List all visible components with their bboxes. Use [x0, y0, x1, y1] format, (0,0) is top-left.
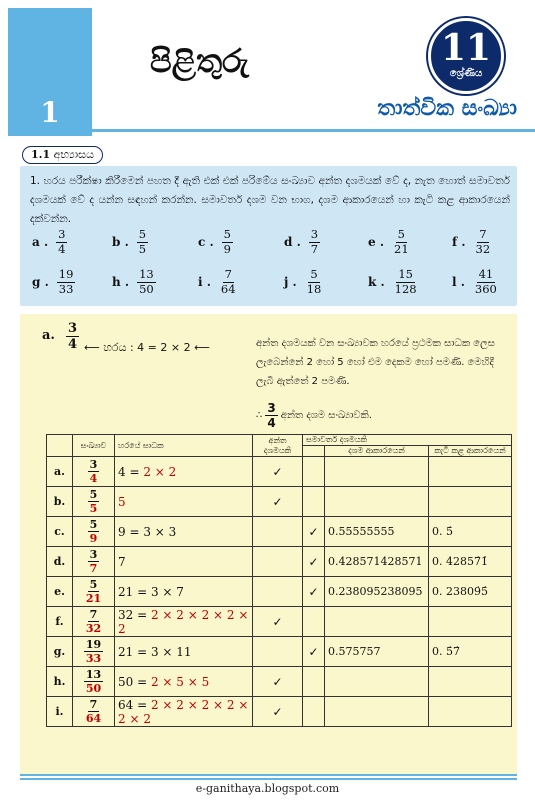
denominator: 21 [394, 241, 409, 256]
recurring-check: ✓ [303, 547, 325, 577]
row-fraction [88, 489, 100, 514]
numerator: 13 [139, 267, 154, 281]
table-row [47, 577, 512, 607]
row-factors [115, 487, 253, 517]
question-item-label: f . [452, 235, 466, 249]
question-item-fraction [473, 269, 499, 295]
header-recurring: සමාවර්ත දශමයකි [303, 435, 512, 446]
recurring-form [429, 457, 512, 487]
factor-plain: 21 = 3 × 11 [118, 644, 192, 659]
denominator: 5 [89, 502, 98, 515]
row-fraction [84, 579, 103, 604]
question-item-label: d . [284, 235, 301, 249]
question-item-fraction [305, 269, 324, 295]
row-factors [115, 457, 253, 487]
denominator: 33 [85, 652, 102, 665]
row-label: g. [47, 637, 73, 667]
recurring-form: 0. 42857̇1̇ [429, 547, 512, 577]
row-label: d. [47, 547, 73, 577]
answer-factor-note: ⟵ හරය : 4 = 2 × 2 ⟵ [84, 341, 210, 354]
row-number [73, 487, 115, 517]
numerator: 3 [310, 227, 319, 241]
recurring-check [303, 607, 325, 637]
recurring-form [429, 697, 512, 727]
numerator: 3 [89, 548, 98, 561]
question-item-fraction [309, 229, 320, 255]
question-item-fraction [474, 229, 493, 255]
conclusion-numerator: 3 [267, 401, 276, 415]
terminating-check: ✓ [253, 607, 303, 637]
question-item-label: b . [112, 235, 129, 249]
decimal-form [325, 697, 429, 727]
factor-plain: 64 = [118, 697, 151, 712]
chapter-subtitle: තාත්වික සංඛ්‍යා [377, 96, 517, 121]
row-fraction [84, 669, 103, 694]
denominator: 32 [475, 241, 491, 256]
table-row [47, 487, 512, 517]
table-row [47, 667, 512, 697]
row-fraction [88, 459, 100, 484]
row-number [73, 457, 115, 487]
question-text: 1. හරය පරීක්ෂා කිරීමෙන් පහත දී ඇති එක් එක් පරිමේය සංඛ්‍යාව අන්ත දශමයක් වේ ද, නැත හොත් සමාවර්ත දශමයක් වේ ද යන්න සඳහන් කරන්න. සමාවර්ත දශම වන භාග, දශම ආකාරයෙන් හා කැටි කළ ආකාරයෙන් දක්වන්න. [30, 175, 510, 225]
question-item-label: k . [368, 275, 385, 289]
factor-plain: 21 = 3 × 7 [118, 584, 184, 599]
result-table [46, 434, 512, 727]
exercise-number: 1.1 [31, 148, 51, 161]
numerator: 13 [85, 668, 102, 681]
recurring-check: ✓ [303, 637, 325, 667]
terminating-check [253, 517, 303, 547]
header-terminating: අන්ත දශමයකි [253, 435, 303, 457]
numerator: 41 [478, 267, 494, 281]
header-recurring-form: කැටි කළ ආකාරයෙන් [429, 446, 512, 457]
table-row [47, 517, 512, 547]
row-number [73, 637, 115, 667]
row-factors [115, 637, 253, 667]
numerator: 5 [138, 227, 147, 241]
row-label: e. [47, 577, 73, 607]
row-number [73, 577, 115, 607]
question-item-label: a . [32, 235, 49, 249]
answer-box [20, 314, 517, 774]
row-factors [115, 547, 253, 577]
decimal-form [325, 457, 429, 487]
denominator: 64 [220, 281, 236, 296]
numerator: 3 [58, 227, 66, 241]
recurring-check [303, 457, 325, 487]
terminating-check: ✓ [253, 697, 303, 727]
decimal-form [325, 607, 429, 637]
exercise-word: අභ්‍යාසය [53, 148, 94, 161]
answer-conclusion [256, 402, 372, 429]
decimal-form [325, 487, 429, 517]
numerator: 7 [224, 267, 232, 281]
recurring-check [303, 667, 325, 697]
recurring-form [429, 487, 512, 517]
question-item [284, 229, 320, 255]
subtitle-bar [92, 96, 535, 132]
recurring-check [303, 487, 325, 517]
question-item [452, 229, 492, 255]
denominator: 50 [85, 682, 102, 695]
numerator: 5 [89, 518, 98, 531]
recurring-form: 0. 23809̇5̇ [429, 577, 512, 607]
question-item [452, 269, 499, 295]
answer-fraction [66, 322, 79, 351]
row-number [73, 697, 115, 727]
table-row [47, 457, 512, 487]
chapter-panel [8, 8, 92, 136]
factor-plain: 9 = 3 × 3 [118, 524, 177, 539]
grade-word: ශ්‍රේණිය [449, 68, 483, 79]
numerator: 5 [89, 578, 98, 591]
question-item-fraction [137, 229, 148, 255]
row-label: f. [47, 607, 73, 637]
header-number: සංඛ්‍යාව [73, 435, 115, 457]
factor-red: 2 × 2 [143, 464, 177, 479]
page-title: පිළිතුරු [150, 42, 249, 80]
terminating-check [253, 577, 303, 607]
denominator: 32 [85, 622, 102, 635]
therefore-symbol: ∴ [256, 410, 263, 421]
row-factors [115, 577, 253, 607]
question-item [198, 269, 238, 295]
question-item-fraction [57, 269, 76, 295]
denominator: 7 [310, 241, 319, 256]
numerator: 5 [223, 227, 231, 241]
question-item-fraction [56, 229, 67, 255]
row-fraction [88, 549, 100, 574]
question-item-fraction [137, 269, 156, 295]
row-factors [115, 607, 253, 637]
recurring-check: ✓ [303, 577, 325, 607]
factor-red: 5 [118, 494, 126, 509]
terminating-check: ✓ [253, 667, 303, 697]
row-factors [115, 517, 253, 547]
row-number [73, 667, 115, 697]
numerator: 5 [397, 227, 405, 241]
question-item-label: l . [452, 275, 465, 289]
row-label: h. [47, 667, 73, 697]
question-item-label: i . [198, 275, 211, 289]
question-item-fraction [392, 229, 411, 255]
question-item-fraction [222, 229, 233, 255]
terminating-check [253, 547, 303, 577]
numerator: 5 [310, 267, 318, 281]
numerator: 7 [89, 608, 98, 621]
decimal-form: 0.55555555 [325, 517, 429, 547]
table-row [47, 607, 512, 637]
denominator: 7 [89, 562, 98, 575]
factor-plain: 7 [118, 554, 126, 569]
numerator: 5 [89, 488, 98, 501]
terminating-check [253, 637, 303, 667]
question-item [112, 229, 148, 255]
conclusion-text: අන්ත දශම සංඛ්‍යාවකි. [280, 410, 372, 421]
question-item [284, 269, 323, 295]
decimal-form [325, 667, 429, 697]
decimal-form: 0.238095238095 [325, 577, 429, 607]
factor-plain: 50 = [118, 674, 151, 689]
denominator: 128 [394, 281, 417, 296]
numerator: 19 [85, 638, 102, 651]
recurring-check [303, 697, 325, 727]
question-item-label: e . [368, 235, 384, 249]
numerator: 7 [89, 698, 98, 711]
factor-plain: 32 = [118, 607, 151, 622]
factor-red: 2 × 2 × 2 × 2 × 2 [118, 607, 249, 636]
table-row [47, 637, 512, 667]
row-number [73, 607, 115, 637]
exercise-label [22, 146, 103, 164]
denominator: 4 [89, 472, 98, 485]
header-factors: හරයේ සාධක [115, 435, 253, 457]
decimal-form: 0.575757 [325, 637, 429, 667]
footer-divider [20, 774, 517, 780]
page-header [0, 0, 535, 140]
question-item-label: g . [32, 275, 49, 289]
recurring-form: 0. 5̇ [429, 517, 512, 547]
denominator: 9 [89, 532, 98, 545]
conclusion-fraction [265, 402, 277, 429]
answer-explanation: අන්ත දශමයක් වන සංඛ්‍යාවක හරයේ ප්‍රථමක සාධක ලෙස ලැබෙන්නේ 2 හෝ 5 හෝ එම දෙකම හෝ පමණි. මෙහිදී ලැබී ඇත්තේ 2 පමණි. [256, 338, 495, 387]
row-label: i. [47, 697, 73, 727]
header-decimal-form: දශම ආකාරයෙන් [325, 446, 429, 457]
decimal-form: 0.428571428571 [325, 547, 429, 577]
row-label: c. [47, 517, 73, 547]
answer-numerator: 3 [68, 321, 78, 336]
answer-label: a. [42, 328, 55, 343]
grade-badge [428, 18, 504, 94]
question-box [20, 166, 517, 306]
denominator: 5 [138, 241, 147, 256]
grade-number: 11 [440, 27, 492, 69]
denominator: 9 [223, 241, 231, 256]
denominator: 360 [474, 281, 497, 296]
row-number [73, 517, 115, 547]
recurring-check: ✓ [303, 517, 325, 547]
denominator: 64 [85, 712, 102, 725]
answer-denominator: 4 [68, 337, 78, 352]
question-item-fraction [393, 269, 419, 295]
recurring-form [429, 667, 512, 697]
table-row [47, 547, 512, 577]
row-label: b. [47, 487, 73, 517]
question-item-label: h . [112, 275, 130, 289]
question-item-label: c . [198, 235, 214, 249]
header-blank [47, 435, 73, 457]
footer-link[interactable]: e-ganithaya.blogspot.com [195, 782, 340, 795]
denominator: 50 [139, 281, 154, 296]
question-item-label: j . [284, 275, 297, 289]
question-item [368, 229, 411, 255]
row-factors [115, 667, 253, 697]
table-body [47, 457, 512, 727]
row-fraction [84, 699, 103, 724]
question-item [112, 269, 156, 295]
row-fraction [88, 519, 100, 544]
chapter-number: 1 [40, 96, 60, 129]
header-tick-blank [303, 446, 325, 457]
question-item [198, 229, 233, 255]
question-item [32, 229, 67, 255]
denominator: 33 [58, 281, 74, 296]
recurring-form: 0. 5̇7̇ [429, 637, 512, 667]
row-fraction [84, 609, 103, 634]
recurring-form [429, 607, 512, 637]
conclusion-denominator: 4 [267, 416, 276, 430]
factor-red: 2 × 5 × 5 [150, 674, 210, 689]
row-factors [115, 697, 253, 727]
factor-red: 2 × 2 × 2 × 2 × 2 × 2 [118, 697, 249, 726]
denominator: 4 [58, 241, 66, 256]
table-row [47, 697, 512, 727]
denominator: 21 [85, 592, 102, 605]
terminating-check: ✓ [253, 487, 303, 517]
row-number [73, 547, 115, 577]
question-item-fraction [219, 269, 238, 295]
numerator: 19 [58, 267, 74, 281]
terminating-check: ✓ [253, 457, 303, 487]
question-item [368, 269, 419, 295]
denominator: 18 [306, 281, 322, 296]
numerator: 3 [89, 458, 98, 471]
numerator: 15 [398, 267, 413, 281]
row-label: a. [47, 457, 73, 487]
row-fraction [84, 639, 103, 664]
numerator: 7 [479, 227, 487, 241]
question-item [32, 269, 75, 295]
factor-plain: 4 = [118, 464, 144, 479]
